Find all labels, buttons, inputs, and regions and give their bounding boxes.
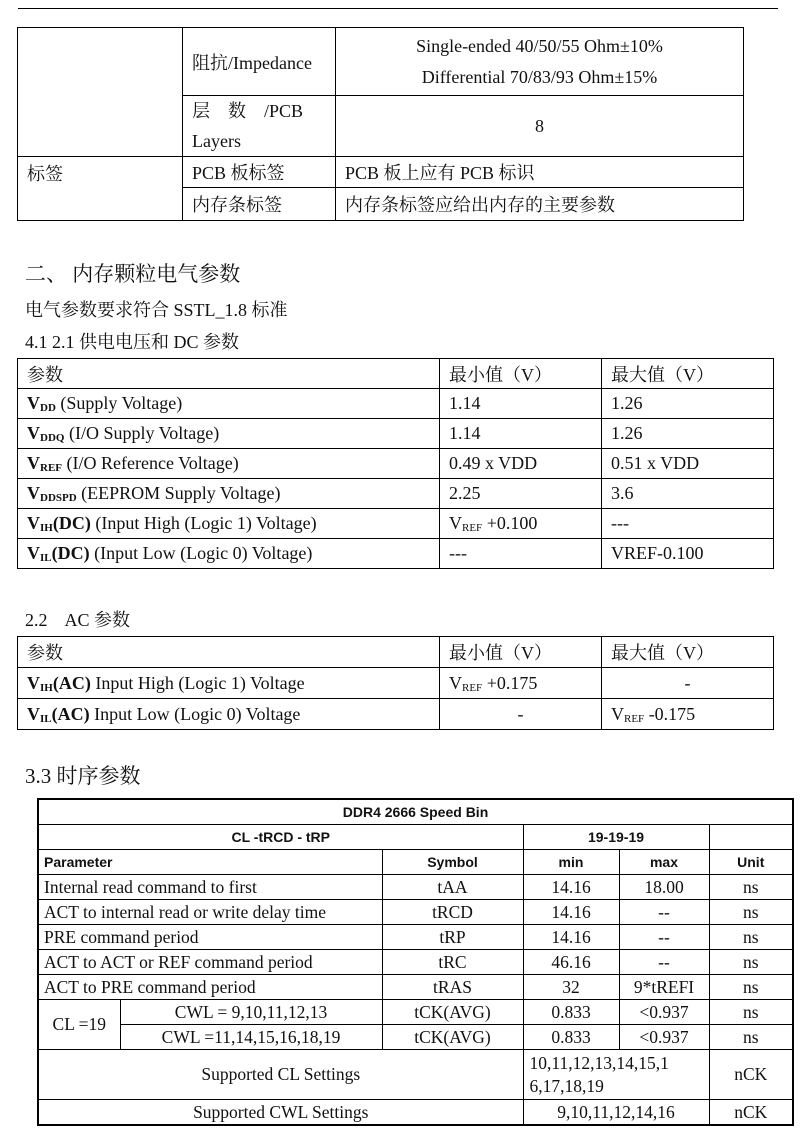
table-cell: 0.49 x VDD xyxy=(440,449,602,479)
symbol-subscript: IH xyxy=(40,522,53,534)
table-cell: tRCD xyxy=(382,900,523,925)
impedance-single-ended: Single-ended 40/50/55 Ohm±10% xyxy=(416,35,663,56)
table-cell: -- xyxy=(619,925,709,950)
table-cell: 14.16 xyxy=(523,875,619,900)
table-cell xyxy=(18,449,440,479)
symbol-suffix: (DC) xyxy=(52,513,91,533)
table-row xyxy=(18,389,774,419)
table-cell: tCK(AVG) xyxy=(382,1025,523,1050)
cl-label: CL -tRCD - tRP xyxy=(38,825,523,850)
table-cell: ACT to ACT or REF command period xyxy=(38,950,382,975)
header-cell: Unit xyxy=(709,850,793,875)
table-row xyxy=(18,28,744,96)
table-cell: Internal read command to first xyxy=(38,875,382,900)
table-cell: Supported CWL Settings xyxy=(38,1100,523,1126)
table-cell xyxy=(18,668,440,699)
table-cell: 1.14 xyxy=(440,419,602,449)
table-row xyxy=(38,925,793,950)
value-symbol: V xyxy=(449,513,462,533)
symbol-subscript: DDQ xyxy=(40,432,65,444)
header-cell: 最小值（V） xyxy=(440,359,602,389)
table-cell: CWL = 9,10,11,12,13 xyxy=(120,1000,382,1025)
header-cell: Parameter xyxy=(38,850,382,875)
table-cell: 内存条标签应给出内存的主要参数 xyxy=(336,188,744,221)
value-subscript: REF xyxy=(624,712,645,725)
table-cell xyxy=(18,389,440,419)
symbol-suffix: (AC) xyxy=(51,703,90,724)
table-cell: 14.16 xyxy=(523,925,619,950)
symbol-subscript: IH xyxy=(40,681,53,694)
table-cell: 2.25 xyxy=(440,479,602,509)
table-row xyxy=(18,699,774,730)
table-cell xyxy=(523,1050,709,1100)
dc-param-table xyxy=(17,358,774,569)
table-cell: PCB 板标签 xyxy=(183,157,336,188)
symbol: V xyxy=(27,513,40,533)
symbol: V xyxy=(27,672,40,693)
ac-param-table xyxy=(17,636,774,730)
description: (Input Low (Logic 0) Voltage) xyxy=(89,543,313,563)
table-cell: ns xyxy=(709,900,793,925)
table-title-row xyxy=(38,799,793,825)
symbol-suffix: (AC) xyxy=(52,672,91,693)
value-subscript: REF xyxy=(462,522,483,534)
symbol: V xyxy=(27,483,40,503)
header-cell: max xyxy=(619,850,709,875)
table-cell xyxy=(18,28,183,157)
table-cell xyxy=(336,28,744,96)
table-cell xyxy=(18,699,440,730)
header-rule xyxy=(18,8,778,9)
table-cell: 1.14 xyxy=(440,389,602,419)
table-cell xyxy=(709,825,793,850)
table-cell xyxy=(18,419,440,449)
table-row xyxy=(18,539,774,569)
table-row xyxy=(38,1025,793,1050)
table-row xyxy=(38,950,793,975)
table-header-row xyxy=(18,359,774,389)
table-row xyxy=(18,157,744,188)
value-symbol: V xyxy=(449,672,462,693)
value-offset: +0.175 xyxy=(482,672,538,693)
table-cell: 1.26 xyxy=(602,419,774,449)
table-cell xyxy=(602,699,774,730)
table-cell: ACT to internal read or write delay time xyxy=(38,900,382,925)
table-cell: ns xyxy=(709,1025,793,1050)
table-cell: 0.51 x VDD xyxy=(602,449,774,479)
section-heading: 二、 内存颗粒电气参数 xyxy=(25,262,241,286)
cl-value: 19-19-19 xyxy=(523,825,709,850)
symbol: V xyxy=(27,703,40,724)
description: Input Low (Logic 0) Voltage xyxy=(89,703,301,724)
cl19-label: CL =19 xyxy=(38,1000,120,1050)
table-cell: -- xyxy=(619,950,709,975)
table-cell: 阻抗/Impedance xyxy=(183,28,336,96)
layers-label-line1: 层 数 /PCB xyxy=(192,101,304,121)
table-cell: 8 xyxy=(336,96,744,157)
table-cell: 0.833 xyxy=(523,1025,619,1050)
table-cell xyxy=(440,668,602,699)
layers-label-line2: Layers xyxy=(192,131,241,151)
table-cell xyxy=(18,509,440,539)
header-cell: 最大值（V） xyxy=(602,637,774,668)
symbol-subscript: DD xyxy=(40,402,56,414)
symbol: V xyxy=(27,453,40,473)
header-cell: Symbol xyxy=(382,850,523,875)
header-cell: 参数 xyxy=(18,637,440,668)
supported-cl-line2: 6,17,18,19 xyxy=(529,1075,604,1096)
table-cell: - xyxy=(602,668,774,699)
table-cell: tRAS xyxy=(382,975,523,1000)
symbol-subscript: IL xyxy=(40,552,52,564)
label-group-title: 标签 xyxy=(27,164,63,184)
table-cell: ns xyxy=(709,925,793,950)
table-row xyxy=(18,419,774,449)
table-cell xyxy=(18,479,440,509)
table-cell: 32 xyxy=(523,975,619,1000)
table-cell: 14.16 xyxy=(523,900,619,925)
description: (EEPROM Supply Voltage) xyxy=(76,483,281,503)
table-cell: 0.833 xyxy=(523,1000,619,1025)
symbol-subscript: IL xyxy=(40,712,52,725)
table-row xyxy=(38,1000,793,1025)
symbol: V xyxy=(27,543,40,563)
table-row xyxy=(38,1100,793,1126)
section-intro: 电气参数要求符合 SSTL_1.8 标准 xyxy=(25,300,288,320)
table-cell: PRE command period xyxy=(38,925,382,950)
value-symbol: V xyxy=(611,703,624,724)
header-cell: 最大值（V） xyxy=(602,359,774,389)
description: (Input High (Logic 1) Voltage) xyxy=(90,513,317,533)
table-header-row xyxy=(38,850,793,875)
table-cell: ACT to PRE command period xyxy=(38,975,382,1000)
value-subscript: REF xyxy=(462,681,483,694)
subsection-heading: 4.1 2.1 供电电压和 DC 参数 xyxy=(25,332,240,352)
table-cell: nCK xyxy=(709,1100,793,1126)
timing-table xyxy=(37,798,794,1126)
header-cell: min xyxy=(523,850,619,875)
table-cell: PCB 板上应有 PCB 标识 xyxy=(336,157,744,188)
symbol: V xyxy=(27,393,40,413)
table-cell: 3.6 xyxy=(602,479,774,509)
symbol-suffix: (DC) xyxy=(51,543,90,563)
table-cell xyxy=(18,539,440,569)
symbol: V xyxy=(27,423,40,443)
table-cell xyxy=(183,96,336,157)
table-cell: Supported CL Settings xyxy=(38,1050,523,1100)
header-cell: 参数 xyxy=(18,359,440,389)
description: Input High (Logic 1) Voltage xyxy=(90,672,305,693)
table-cell: tRC xyxy=(382,950,523,975)
table-cell: <0.937 xyxy=(619,1000,709,1025)
description: (Supply Voltage) xyxy=(55,393,183,413)
table-row xyxy=(18,509,774,539)
table-title: DDR4 2666 Speed Bin xyxy=(38,799,793,825)
value-offset: -0.175 xyxy=(644,703,696,724)
table-cell: 46.16 xyxy=(523,950,619,975)
ac-section-heading: 2.2 AC 参数 xyxy=(25,610,131,630)
table-row xyxy=(38,900,793,925)
table-cell: --- xyxy=(440,539,602,569)
table-cell: tCK(AVG) xyxy=(382,1000,523,1025)
symbol-subscript: REF xyxy=(40,462,62,474)
pcb-spec-table xyxy=(17,27,744,221)
table-cell: - xyxy=(440,699,602,730)
table-row xyxy=(18,479,774,509)
table-cell: VREF-0.100 xyxy=(602,539,774,569)
description: (I/O Reference Voltage) xyxy=(62,453,239,473)
table-row xyxy=(38,825,793,850)
table-cell: nCK xyxy=(709,1050,793,1100)
description: (I/O Supply Voltage) xyxy=(64,423,220,443)
table-cell: ns xyxy=(709,975,793,1000)
symbol-subscript: DDSPD xyxy=(40,492,77,504)
table-cell: 内存条标签 xyxy=(183,188,336,221)
table-cell: <0.937 xyxy=(619,1025,709,1050)
table-cell: CWL =11,14,15,16,18,19 xyxy=(120,1025,382,1050)
table-row xyxy=(38,875,793,900)
table-row xyxy=(38,975,793,1000)
table-cell xyxy=(440,509,602,539)
impedance-differential: Differential 70/83/93 Ohm±15% xyxy=(421,66,658,87)
table-cell: tAA xyxy=(382,875,523,900)
table-cell xyxy=(18,157,183,221)
value-offset: +0.100 xyxy=(482,513,538,533)
table-cell: 9*tREFI xyxy=(619,975,709,1000)
table-row xyxy=(18,668,774,699)
table-cell: ns xyxy=(709,950,793,975)
table-row xyxy=(18,449,774,479)
table-cell: -- xyxy=(619,900,709,925)
supported-cl-line1: 10,11,12,13,14,15,1 xyxy=(529,1052,669,1073)
table-header-row xyxy=(18,637,774,668)
table-row xyxy=(38,1050,793,1100)
timing-section-heading: 3.3 时序参数 xyxy=(25,764,141,788)
table-cell: tRP xyxy=(382,925,523,950)
table-cell: 18.00 xyxy=(619,875,709,900)
table-cell: 9,10,11,12,14,16 xyxy=(523,1100,709,1126)
table-cell: ns xyxy=(709,875,793,900)
table-cell: ns xyxy=(709,1000,793,1025)
header-cell: 最小值（V） xyxy=(440,637,602,668)
table-cell: --- xyxy=(602,509,774,539)
table-cell: 1.26 xyxy=(602,389,774,419)
